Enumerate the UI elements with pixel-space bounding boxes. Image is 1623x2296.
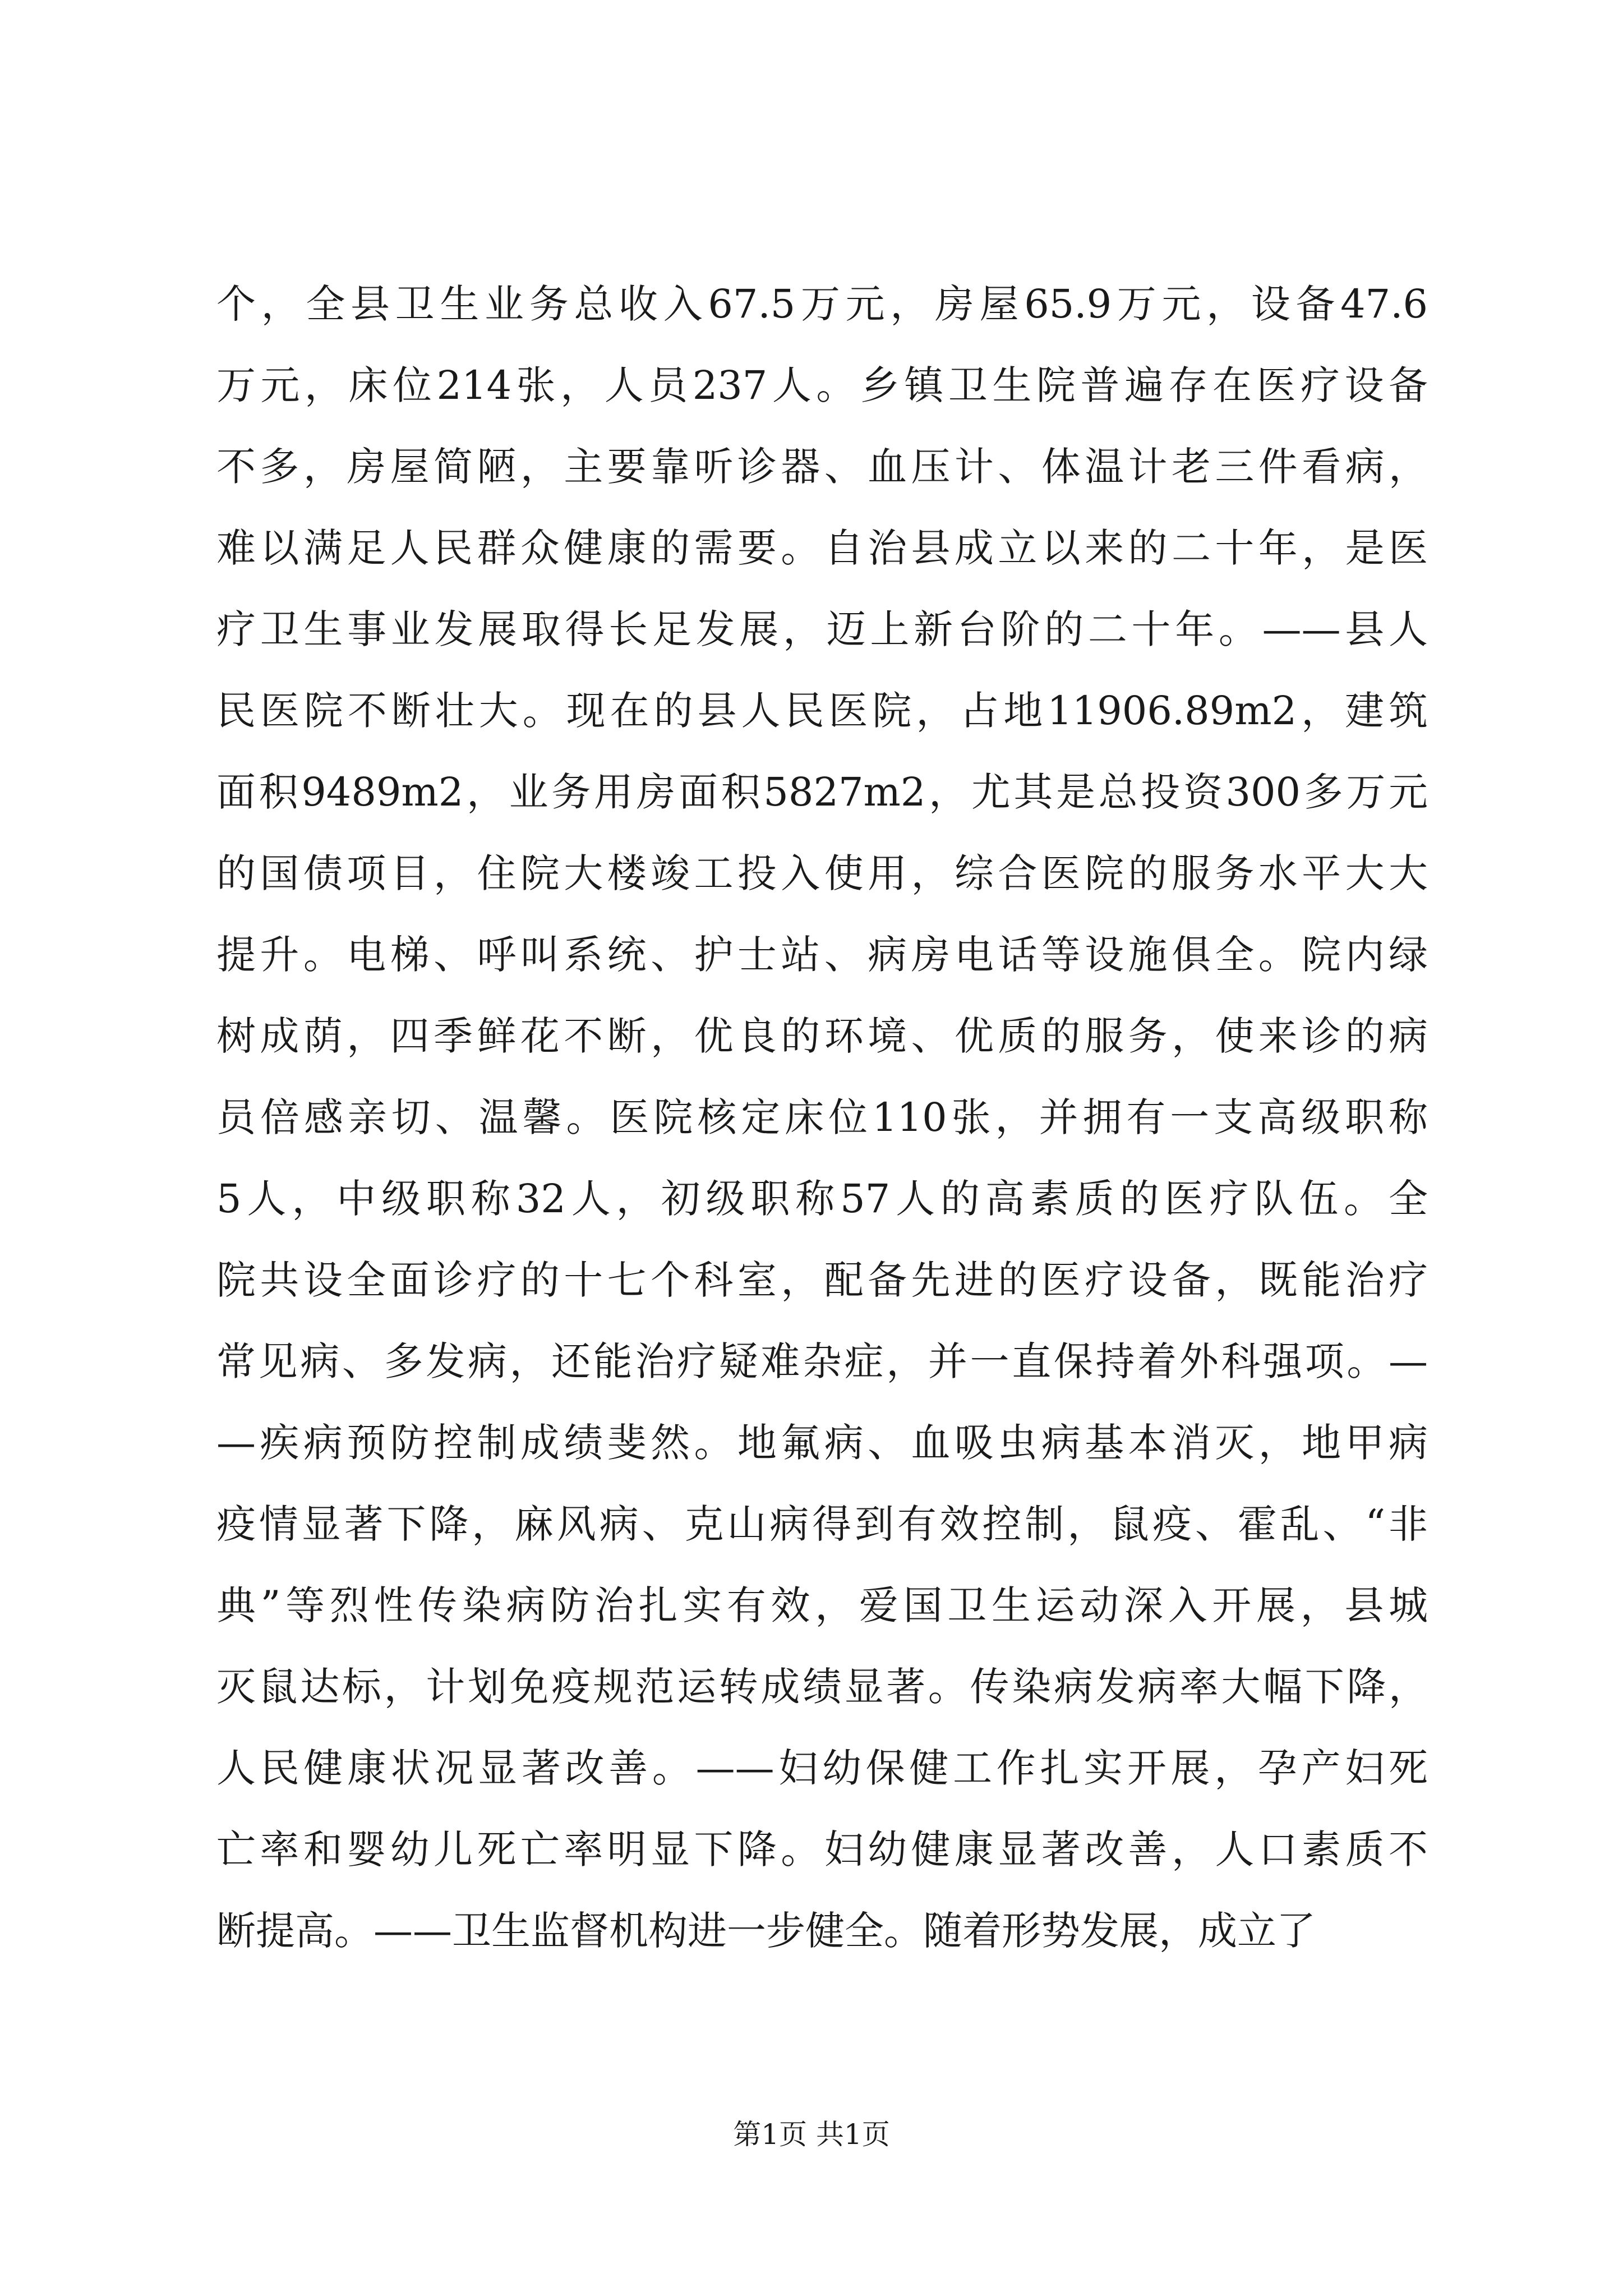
text-line: 典”等烈性传染病防治扎实有效，爱国卫生运动深入开展，县城 <box>216 1582 1428 1628</box>
text-line: 个，全县卫生业务总收入67.5万元，房屋65.9万元，设备47.6 <box>216 281 1428 327</box>
text-line: 灭鼠达标，计划免疫规范运转成绩显著。传染病发病率大幅下降， <box>216 1664 1428 1710</box>
text-line: 人民健康状况显著改善。——妇幼保健工作扎实开展，孕产妇死 <box>216 1745 1428 1791</box>
text-line: 难以满足人民群众健康的需要。自治县成立以来的二十年，是医 <box>216 525 1428 571</box>
text-line: 树成荫，四季鲜花不断，优良的环境、优质的服务，使来诊的病 <box>216 1013 1428 1059</box>
text-line: 亡率和婴幼儿死亡率明显下降。妇幼健康显著改善，人口素质不 <box>216 1826 1428 1872</box>
text-line: 断提高。——卫生监督机构进一步健全。随着形势发展，成立了 <box>216 1908 1316 1954</box>
text-line: 民医院不断壮大。现在的县人民医院，占地11906.89m2，建筑 <box>216 688 1428 734</box>
text-line: 提升。电梯、呼叫系统、护士站、病房电话等设施俱全。院内绿 <box>216 932 1428 978</box>
text-line: —疾病预防控制成绩斐然。地氟病、血吸虫病基本消灭，地甲病 <box>216 1420 1428 1466</box>
text-line: 5人，中级职称32人，初级职称57人的高素质的医疗队伍。全 <box>216 1176 1428 1222</box>
text-line: 不多，房屋简陋，主要靠听诊器、血压计、体温计老三件看病， <box>216 444 1428 490</box>
text-line: 面积9489m2，业务用房面积5827m2，尤其是总投资300多万元 <box>216 769 1428 815</box>
text-line: 员倍感亲切、温馨。医院核定床位110张，并拥有一支高级职称 <box>216 1094 1428 1140</box>
text-line: 的国债项目，住院大楼竣工投入使用，综合医院的服务水平大大 <box>216 850 1428 896</box>
page-number-label: 第1页 共1页 <box>733 2118 890 2151</box>
text-line: 常见病、多发病，还能治疗疑难杂症，并一直保持着外科强项。— <box>216 1338 1428 1384</box>
text-line: 万元，床位214张，人员237人。乡镇卫生院普遍存在医疗设备 <box>216 362 1428 408</box>
body-text <box>216 264 1428 1972</box>
text-line: 疫情显著下降，麻风病、克山病得到有效控制，鼠疫、霍乱、“非 <box>216 1501 1428 1547</box>
page-footer <box>0 2118 1623 2151</box>
text-line: 院共设全面诊疗的十七个科室，配备先进的医疗设备，既能治疗 <box>216 1257 1428 1303</box>
text-line: 疗卫生事业发展取得长足发展，迈上新台阶的二十年。——县人 <box>216 606 1428 652</box>
